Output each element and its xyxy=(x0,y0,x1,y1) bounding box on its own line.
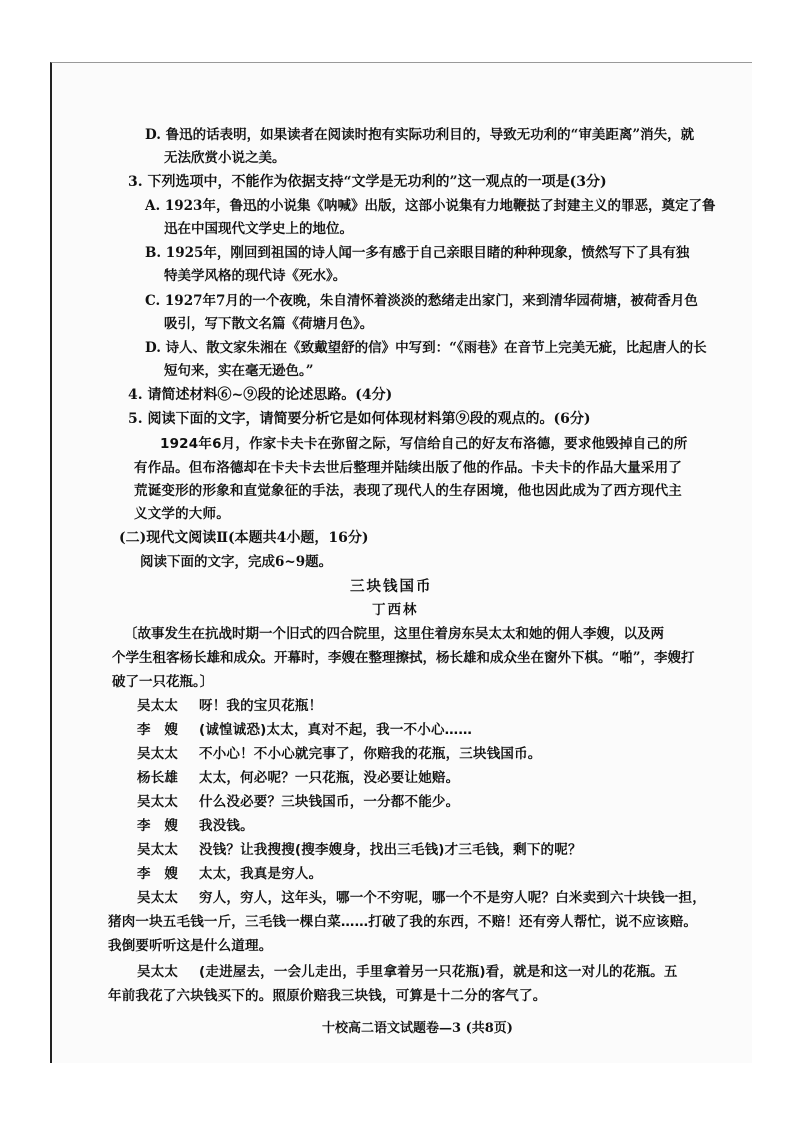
page-footer: 十校高二语文试题卷—3 (共8页) xyxy=(322,1021,513,1036)
option-b: B. 1925年，刚回到祖国的诗人闻一多有感于自己亲眼目睹的种种现象，愤然写下了具有独 xyxy=(145,245,690,261)
dialogue-line xyxy=(137,719,472,741)
dialogue-line xyxy=(137,961,678,983)
stage-direction: 〔故事发生在抗战时期一个旧式的四合院里，这里住着房东吴太太和她的佣人李嫂，以及两 xyxy=(124,626,664,642)
play-title: 三块钱国币 xyxy=(350,578,433,595)
speech: 呀！我的宝贝花瓶！ xyxy=(199,698,323,714)
speaker: 吴太太 xyxy=(137,964,179,980)
option-a-cont: 迅在中国现代文学史上的地位。 xyxy=(164,221,353,237)
option-b-cont: 特美学风格的现代诗《死水》。 xyxy=(164,268,347,284)
section-heading: (二)现代文阅读Ⅱ(本题共4小题，16分) xyxy=(119,530,369,546)
speech: (诚惶诚恐)太太，真对不起，我一不小心…… xyxy=(199,722,473,738)
dialogue-line xyxy=(137,887,706,909)
dialogue-line xyxy=(137,863,322,885)
question-5: 5. 阅读下面的文字，请简要分析它是如何体现材料第⑨段的观点的。(6分) xyxy=(128,411,591,427)
speaker: 吴太太 xyxy=(137,698,179,714)
stage-direction: 破了一只花瓶。〕 xyxy=(112,674,214,690)
dialogue-line xyxy=(137,695,322,717)
excerpt-line: 荒诞变形的形象和直觉象征的手法，表现了现代人的生存困境，他也因此成为了西方现代主 xyxy=(134,483,682,499)
stage-direction: 个学生租客杨长雄和成众。开幕时，李嫂在整理擦拭，杨长雄和成众坐在窗外下棋。“啪”，李嫂打 xyxy=(112,650,695,666)
excerpt-line: 1924年6月，作家卡夫卡在弥留之际，写信给自己的好友布洛德，要求他毁掉自己的所 xyxy=(160,436,688,452)
dialogue-line xyxy=(137,791,459,813)
speech: 没钱？让我搜搜(搜李嫂身，找出三毛钱)才三毛钱，剩下的呢？ xyxy=(199,842,582,858)
speaker: 吴太太 xyxy=(137,794,179,810)
speech: 太太，我真是穷人。 xyxy=(199,866,323,882)
dialogue-line xyxy=(137,743,542,765)
speech-continuation: 年前我花了六块钱买下的。照原价赔我三块钱，可算是十二分的客气了。 xyxy=(108,988,547,1004)
option-d-text: D. 鲁迅的话表明，如果读者在阅读时抱有实际功利目的，导致无功利的“审美距离”消失，就 xyxy=(145,127,695,143)
speaker: 李 嫂 xyxy=(137,722,179,738)
speaker: 李 嫂 xyxy=(137,818,179,834)
speech: (走进屋去，一会儿走出，手里拿着另一只花瓶)看，就是和这一对儿的花瓶。五 xyxy=(199,964,678,980)
option-c: C. 1927年7月的一个夜晚，朱自清怀着淡淡的愁绪走出家门，来到清华园荷塘，被荷香月色 xyxy=(145,293,698,309)
speech-continuation: 猪肉一块五毛钱一斤，三毛钱一棵白菜……打破了我的东西，不赔！还有旁人帮忙，说不应该赔。 xyxy=(108,914,698,930)
speech: 穷人，穷人，这年头，哪一个不穷呢，哪一个不是穷人呢？白米卖到六十块钱一担， xyxy=(199,890,706,906)
option-d2-cont: 短句来，实在毫无逊色。” xyxy=(164,363,314,379)
option-d: D. 诗人、散文家朱湘在《致戴望舒的信》中写到：“《雨巷》在音节上完美无疵，比起唐人的长 xyxy=(145,340,707,356)
speaker: 李 嫂 xyxy=(137,866,179,882)
speaker: 吴太太 xyxy=(137,746,179,762)
dialogue-line xyxy=(137,815,254,837)
dialogue-line xyxy=(137,767,459,789)
speech-continuation: 我倒要听听这是什么道理。 xyxy=(108,938,273,954)
section-instruction: 阅读下面的文字，完成6~9题。 xyxy=(140,554,333,570)
speech: 太太，何必呢？一只花瓶，没必要让她赔。 xyxy=(199,770,460,786)
play-author: 丁西林 xyxy=(372,602,419,618)
speech: 什么没必要？三块钱国币，一分都不能少。 xyxy=(199,794,460,810)
speaker: 吴太太 xyxy=(137,842,179,858)
speaker: 杨长雄 xyxy=(137,770,179,786)
excerpt-line: 有作品。但布洛德却在卡夫卡去世后整理并陆续出版了他的作品。卡夫卡的作品大量采用了 xyxy=(134,460,682,476)
dialogue-line xyxy=(137,839,582,861)
speech: 不小心！不小心就完事了，你赔我的花瓶，三块钱国币。 xyxy=(199,746,542,762)
option-c-cont: 吸引，写下散文名篇《荷塘月色》。 xyxy=(164,316,374,332)
option-d-cont: 无法欣赏小说之美。 xyxy=(164,150,286,166)
speech: 我没钱。 xyxy=(199,818,254,834)
option-a: A. 1923年，鲁迅的小说集《呐喊》出版，这部小说集有力地鞭挞了封建主义的罪恶，奠定了鲁 xyxy=(145,198,716,214)
question-4: 4. 请简述材料⑥~⑨段的论述思路。(4分) xyxy=(128,387,393,403)
excerpt-line: 义文学的大师。 xyxy=(134,506,230,522)
question-3: 3. 下列选项中，不能作为依据支持“文学是无功利的”这一观点的一项是(3分) xyxy=(128,174,607,190)
speaker: 吴太太 xyxy=(137,890,179,906)
